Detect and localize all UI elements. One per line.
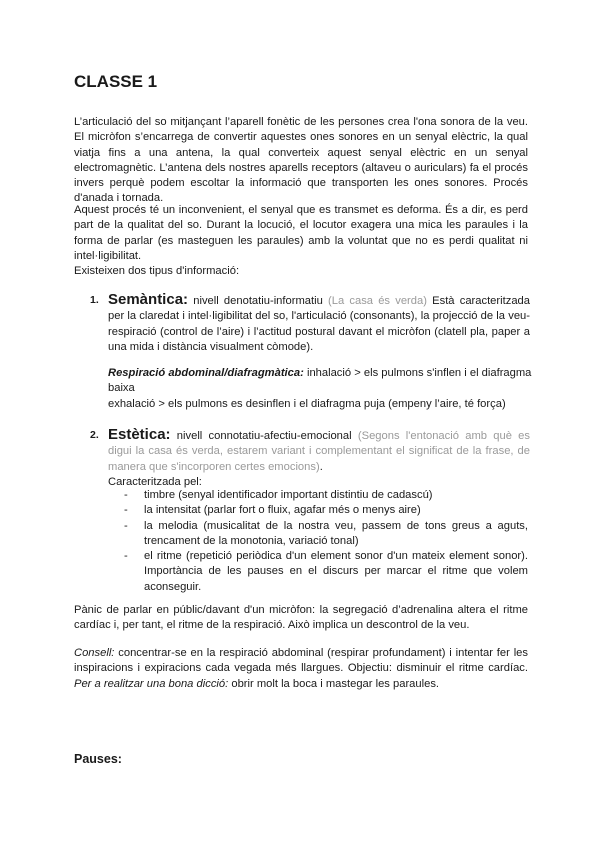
list-item-estetica — [90, 427, 530, 490]
list-item: - el ritme (repetició periòdica d'un element sonor d'un mateix element sonor). Importància de les pauses en el discurs per marcar el ritme que volem aconseguir. — [124, 550, 528, 593]
diction-text: obrir molt la boca i mastegar les paraules. — [228, 677, 440, 690]
paragraph-advice — [74, 646, 528, 692]
list-item: - la melodia (musicalitat de la nostra veu, passem de tons greus a aguts, trencament de la monotonia, variació tonal) — [124, 519, 528, 547]
list-number: 2. — [90, 429, 99, 441]
heading-semantica: Semàntica: — [108, 291, 189, 308]
traits-list — [108, 488, 528, 595]
paragraph-intro: L’articulació del so mitjançant l’aparell fonètic de les persones crea l'ona sonora de la veu. El micròfon s’encarrega de convertir aquestes ones sonores en un senyal elèctric, la qual viatja fins a una antena, la qual converteix aquest senyal elèctric en un senyal electromagnètic. L’antena dels nostres aparells receptors (altaveu o auriculars) fa el procés invers perquè podem escoltar la informació que transporten les ones sonores. Procés d'anada i tornada. — [74, 116, 528, 205]
page-title: CLASSE 1 — [74, 72, 158, 91]
semantica-description: Està caracteritzada per la claredat i intel·ligibilitat del so, l'articulació (consonants), la projecció de la veu- respiració (control de l’aire) i l’actitud postural davant el micròfon (clatell pla, paper a una mida i distància visualment còmode). — [108, 295, 530, 353]
diction-label: Per a realitzar una bona dicció: — [74, 677, 229, 690]
breathing-exhale: exhalació > els pulmons es desinflen i el diafragma puja (empeny l’aire, té força) — [108, 397, 506, 410]
breathing-inhale: inhalació > els pulmons s'inflen i el diafragma baixa — [108, 367, 532, 395]
heading-estetica: Estètica: — [108, 426, 171, 443]
characterized-label: Caracteritzada pel: — [108, 475, 202, 488]
paragraph-inconvenient: Aquest procés té un inconvenient, el senyal que es transmet es deforma. És a dir, es perd part de la qualitat del so. Durant la locució, el locutor exagera una mica les paraules i la forma de parlar (es masteguen les paraules) amb la voluntat que no es perdi qualitat ni intel·ligibilitat. — [74, 204, 528, 262]
breathing-block — [108, 366, 532, 412]
advice-label: Consell: — [74, 647, 115, 659]
paragraph-panic: Pànic de parlar en públic/davant d'un micròfon: la segregació d’adrenalina altera el ritme cardíac i, per tant, el ritme de la respiració. Això implica un descontrol de la veu. — [74, 604, 528, 632]
list-item: - timbre (senyal identificador important distintiu de cadascú) — [124, 489, 433, 501]
section-heading-pauses: Pauses: — [74, 752, 122, 766]
advice-text: concentrar-se en la respiració abdominal (respirar profundament) i intentar fer les inspiracions i expiracions cada vegada més llargues. Objectiu: disminuir el ritme cardíac. — [74, 647, 528, 675]
semantica-example: (La casa és verda) — [328, 295, 427, 307]
breathing-label: Respiració abdominal/diafragmàtica: — [108, 367, 304, 379]
list-item-semantica — [90, 292, 530, 355]
estetica-end: . — [319, 460, 323, 473]
estetica-intro: nivell connotatiu-afectiu-emocional — [170, 430, 358, 442]
paragraph-types: Existeixen dos tipus d'informació: — [74, 265, 240, 277]
list-number: 1. — [90, 294, 99, 306]
estetica-example: (Segons l'entonació amb què es digui la casa és verda, estarem variant i complementant el significat de la frase, de manera que s'incorporen certes emocions) — [108, 430, 530, 473]
semantica-intro: nivell denotatiu-informatiu — [188, 295, 329, 307]
list-item: - la intensitat (parlar fort o fluix, agafar més o menys aire) — [124, 504, 421, 517]
